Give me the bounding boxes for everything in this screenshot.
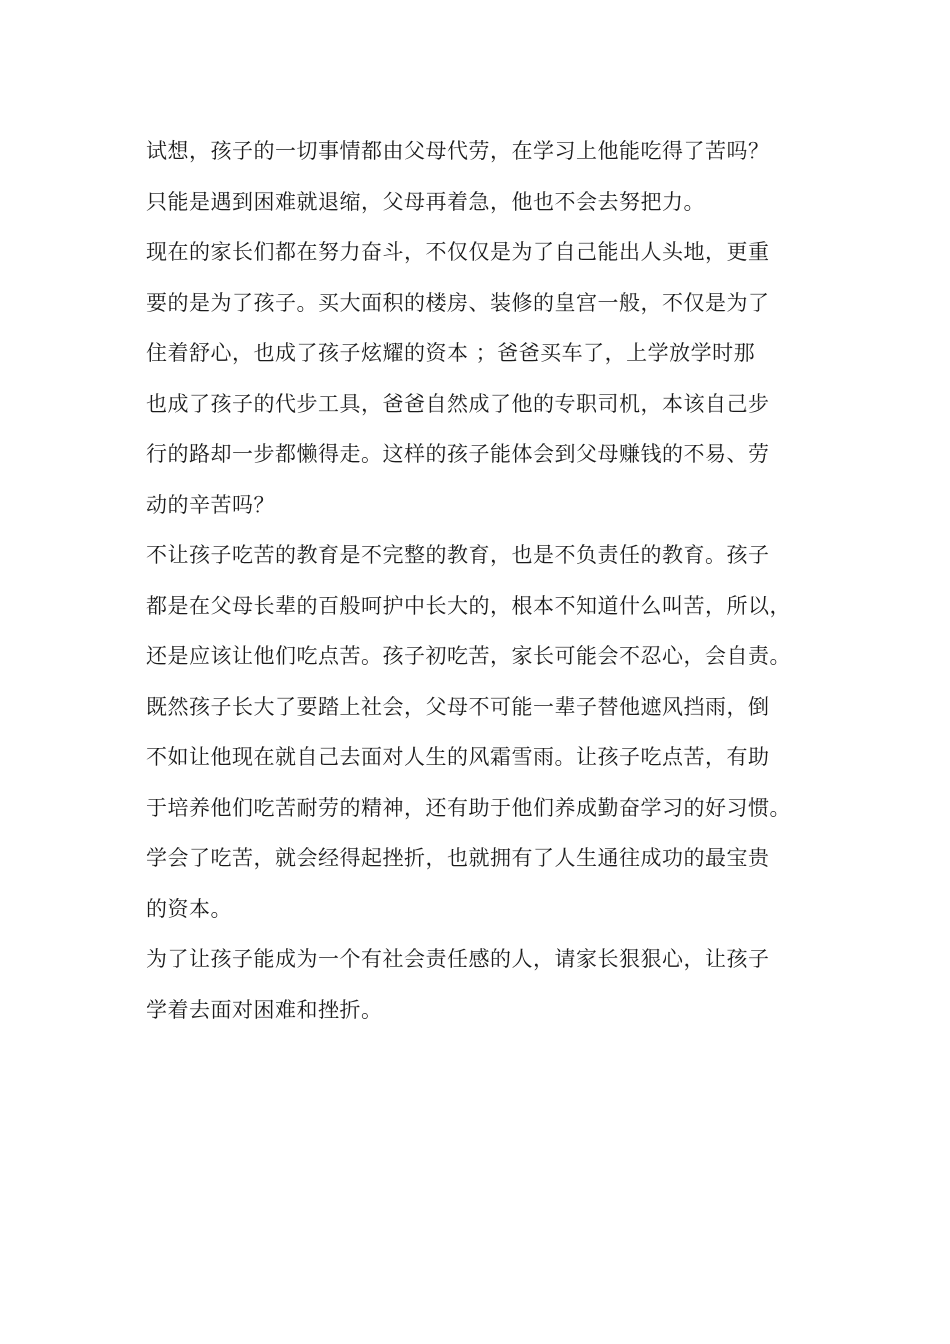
text-line: 都是在父母长辈的百般呵护中长大的，根本不知道什么叫苦，所以，	[146, 593, 791, 618]
text-line: 也成了孩子的代步工具，爸爸自然成了他的专职司机，本该自己步	[146, 391, 770, 416]
text-line: 要的是为了孩子。买大面积的楼房、装修的皇宫一般，不仅是为了	[146, 290, 770, 315]
text-line: 还是应该让他们吃点苦。孩子初吃苦，家长可能会不忍心，会自责。	[146, 644, 791, 668]
text-line: 住着舒心，也成了孩子炫耀的资本 ；爸爸买车了，上学放学时那	[146, 341, 756, 365]
text-line: 学会了吃苦，就会经得起挫折，也就拥有了人生通往成功的最宝贵	[146, 846, 770, 870]
text-line: 为了让孩子能成为一个有社会责任感的人，请家长狠狠心，让孩子	[146, 947, 770, 971]
text-line: 行的路却一步都懒得走。这样的孩子能体会到父母赚钱的不易、劳	[146, 442, 770, 466]
text-line: 不让孩子吃苦的教育是不完整的教育，也是不负责任的教育。孩子	[146, 543, 770, 567]
text-line: 试想，孩子的一切事情都由父母代劳，在学习上他能吃得了苦吗？	[146, 139, 770, 163]
text-line: 于培养他们吃苦耐劳的精神，还有助于他们养成勤奋学习的好习惯。	[146, 795, 791, 820]
text-line: 动的辛苦吗？	[146, 492, 275, 517]
text-line: 学着去面对困难和挫折。	[146, 997, 383, 1022]
text-line: 不如让他现在就自己去面对人生的风霜雪雨。让孩子吃点苦，有助	[146, 745, 770, 769]
text-line: 既然孩子长大了要踏上社会，父母不可能一辈子替他遮风挡雨，倒	[146, 694, 770, 719]
document-body	[146, 128, 836, 1037]
text-line: 现在的家长们都在努力奋斗，不仅仅是为了自己能出人头地，更重	[146, 240, 770, 264]
text-line: 只能是遇到困难就退缩，父母再着急，他也不会去努把力。	[146, 189, 705, 214]
text-line: 的资本。	[146, 896, 232, 921]
